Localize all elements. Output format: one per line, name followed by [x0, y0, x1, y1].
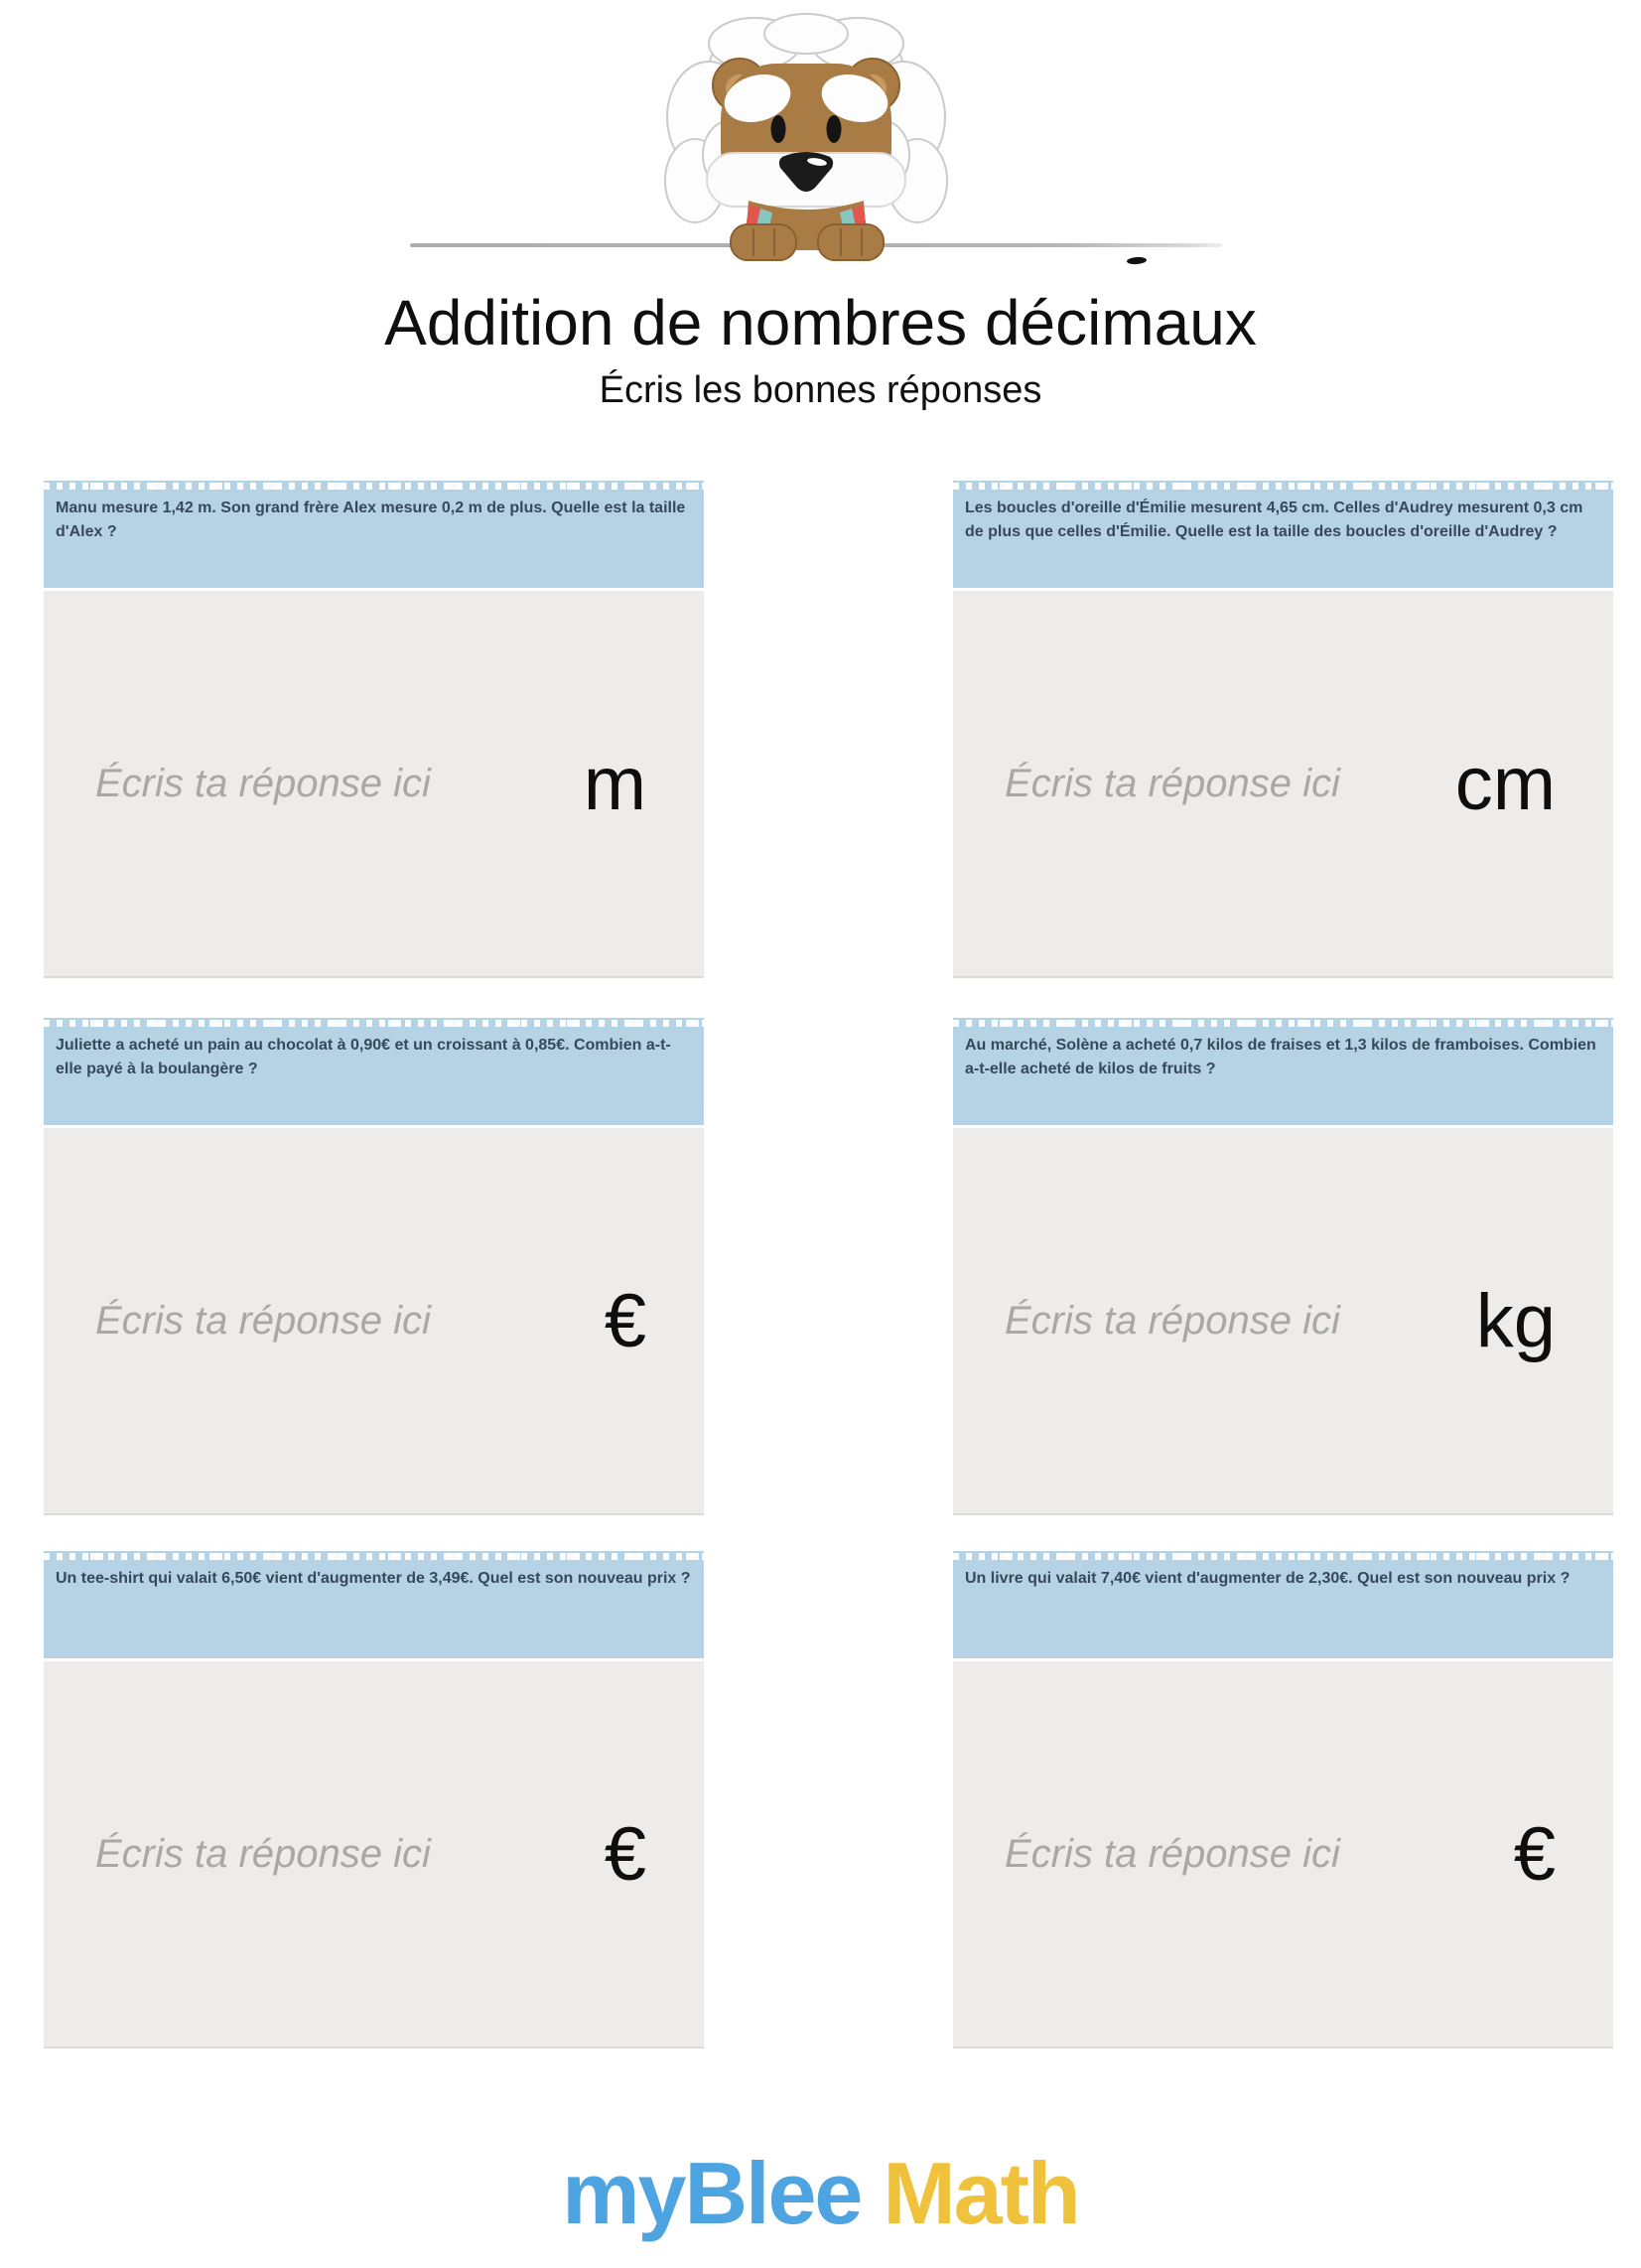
question-text: Juliette a acheté un pain au chocolat à 0,90€ et un croissant à 0,85€. Combien a-t-elle payé à la boulangère ? — [56, 1037, 671, 1077]
answer-placeholder[interactable]: Écris ta réponse ici — [1005, 1298, 1340, 1343]
ink-mark — [1127, 256, 1147, 264]
question-header — [953, 1018, 1613, 1125]
lion-mascot-icon — [637, 6, 975, 262]
answer-placeholder[interactable]: Écris ta réponse ici — [95, 1831, 431, 1876]
question-header — [953, 1551, 1613, 1658]
unit-label: € — [604, 1811, 646, 1897]
question-text: Manu mesure 1,42 m. Son grand frère Alex mesure 0,2 m de plus. Quelle est la taille d'Alex ? — [56, 499, 686, 540]
unit-label: € — [604, 1278, 646, 1363]
exercise-card-3 — [44, 1018, 704, 1515]
exercise-card-5 — [44, 1551, 704, 2049]
logo-part-blee: Blee — [684, 2144, 862, 2242]
answer-area[interactable] — [44, 1128, 704, 1515]
question-header — [44, 1551, 704, 1658]
page-title: Addition de nombres décimaux — [384, 287, 1257, 358]
unit-label: m — [583, 741, 646, 826]
question-text: Un tee-shirt qui valait 6,50€ vient d'augmenter de 3,49€. Quel est son nouveau prix ? — [56, 1570, 691, 1587]
answer-area[interactable] — [44, 1661, 704, 2049]
answer-placeholder[interactable]: Écris ta réponse ici — [1005, 761, 1340, 805]
question-header — [44, 1018, 704, 1125]
answer-area[interactable] — [953, 591, 1613, 978]
unit-label: € — [1513, 1811, 1556, 1897]
question-text: Au marché, Solène a acheté 0,7 kilos de fraises et 1,3 kilos de framboises. Combien a-t-elle acheté de kilos de fruits ? — [965, 1037, 1596, 1077]
answer-area[interactable] — [44, 591, 704, 978]
unit-label: cm — [1454, 741, 1556, 826]
answer-placeholder[interactable]: Écris ta réponse ici — [1005, 1831, 1340, 1876]
answer-placeholder[interactable]: Écris ta réponse ici — [95, 761, 431, 805]
question-text: Un livre qui valait 7,40€ vient d'augmenter de 2,30€. Quel est son nouveau prix ? — [965, 1570, 1571, 1587]
answer-area[interactable] — [953, 1128, 1613, 1515]
question-text: Les boucles d'oreille d'Émilie mesurent 4,65 cm. Celles d'Audrey mesurent 0,3 cm de plus que celles d'Émilie. Quelle est la taille des boucles d'oreille d'Audrey ? — [965, 499, 1583, 540]
question-header — [44, 481, 704, 588]
question-header — [953, 481, 1613, 588]
answer-placeholder[interactable]: Écris ta réponse ici — [95, 1298, 431, 1343]
myblee-math-logo — [0, 2143, 1641, 2244]
exercise-card-4 — [953, 1018, 1613, 1515]
logo-part-math: Math — [883, 2144, 1079, 2242]
exercise-card-1 — [44, 481, 704, 978]
answer-area[interactable] — [953, 1661, 1613, 2049]
exercise-card-2 — [953, 481, 1613, 978]
exercise-card-6 — [953, 1551, 1613, 2049]
unit-label: kg — [1475, 1278, 1556, 1363]
logo-part-my: my — [562, 2144, 685, 2242]
page-subtitle: Écris les bonnes réponses — [599, 369, 1042, 411]
